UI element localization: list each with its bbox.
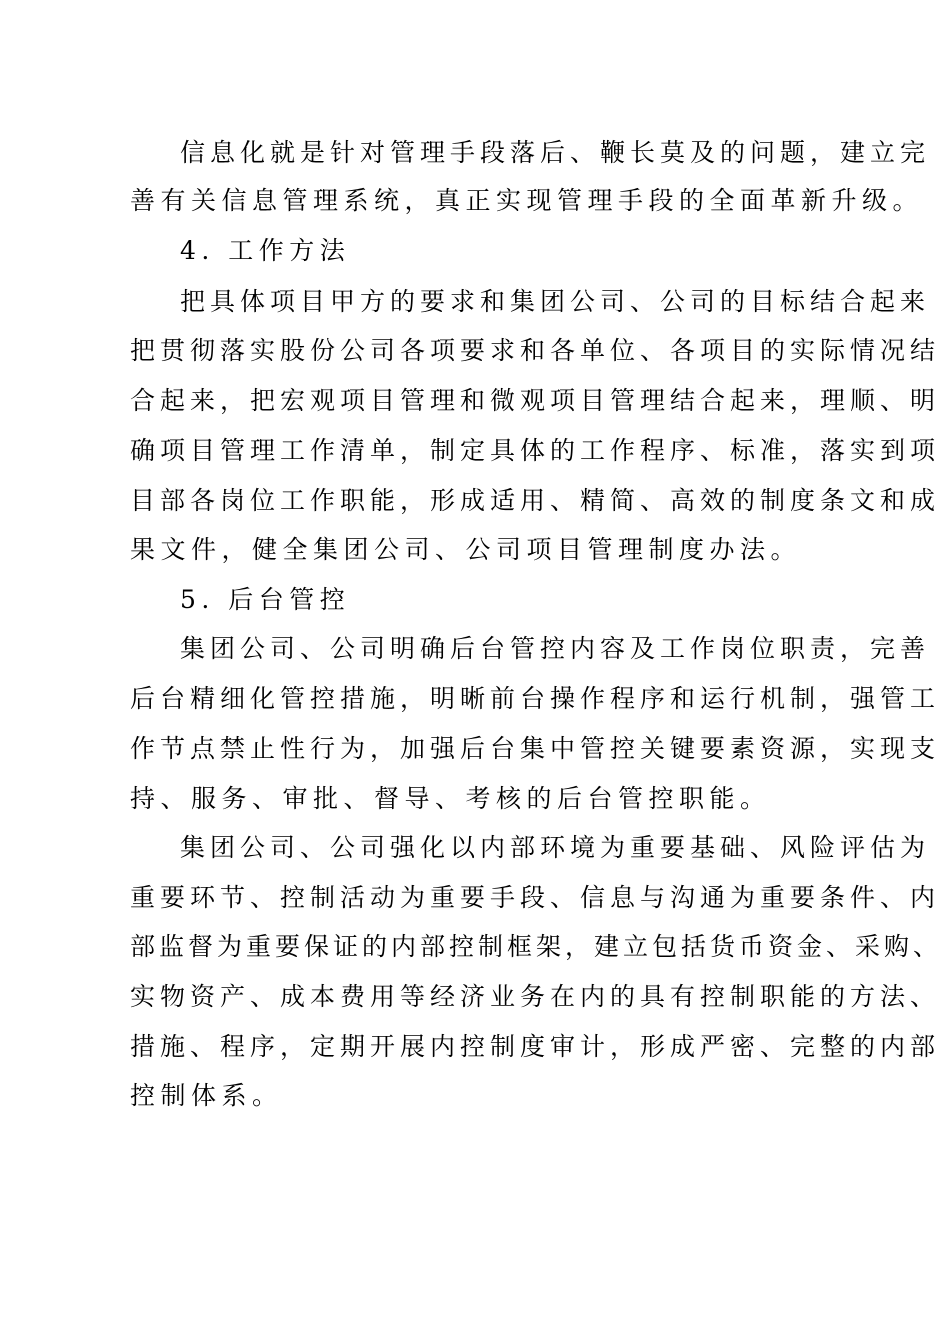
paragraph-line: 果文件，健全集团公司、公司项目管理制度办法。: [130, 535, 802, 564]
paragraph-line: 作节点禁止性行为，加强后台集中管控关键要素资源，实现支: [130, 734, 941, 763]
section-heading: 4. 工作方法: [180, 236, 351, 265]
paragraph-line: 善有关信息管理系统，真正实现管理手段的全面革新升级。: [130, 186, 924, 215]
paragraph-line: 措施、程序，定期开展内控制度审计，形成严密、完整的内部: [130, 1032, 941, 1061]
paragraph-line: 信息化就是针对管理手段落后、鞭长莫及的问题，建立完: [180, 138, 931, 167]
paragraph-line: 控制体系。: [130, 1081, 283, 1110]
paragraph-line: 集团公司、公司强化以内部环境为重要基础、风险评估为: [180, 833, 931, 862]
paragraph-line: 确项目管理工作清单，制定具体的工作程序、标准，落实到项: [130, 436, 941, 465]
paragraph-line: 合起来，把宏观项目管理和微观项目管理结合起来，理顺、明: [130, 386, 941, 415]
section-heading: 5. 后台管控: [180, 585, 351, 614]
paragraph-line: 把贯彻落实股份公司各项要求和各单位、各项目的实际情况结: [130, 336, 941, 365]
paragraph-line: 目部各岗位工作职能，形成适用、精简、高效的制度条文和成: [130, 486, 941, 515]
paragraph-line: 部监督为重要保证的内部控制框架，建立包括货币资金、采购、: [130, 932, 943, 961]
paragraph-line: 集团公司、公司明确后台管控内容及工作岗位职责，完善: [180, 634, 931, 663]
paragraph-line: 重要环节、控制活动为重要手段、信息与沟通为重要条件、内: [130, 883, 941, 912]
paragraph-line: 后台精细化管控措施，明晰前台操作程序和运行机制，强管工: [130, 684, 941, 713]
paragraph-line: 持、服务、审批、督导、考核的后台管控职能。: [130, 784, 771, 813]
paragraph-line: 把具体项目甲方的要求和集团公司、公司的目标结合起来: [180, 287, 931, 316]
paragraph-line: 实物资产、成本费用等经济业务在内的具有控制职能的方法、: [130, 982, 941, 1011]
